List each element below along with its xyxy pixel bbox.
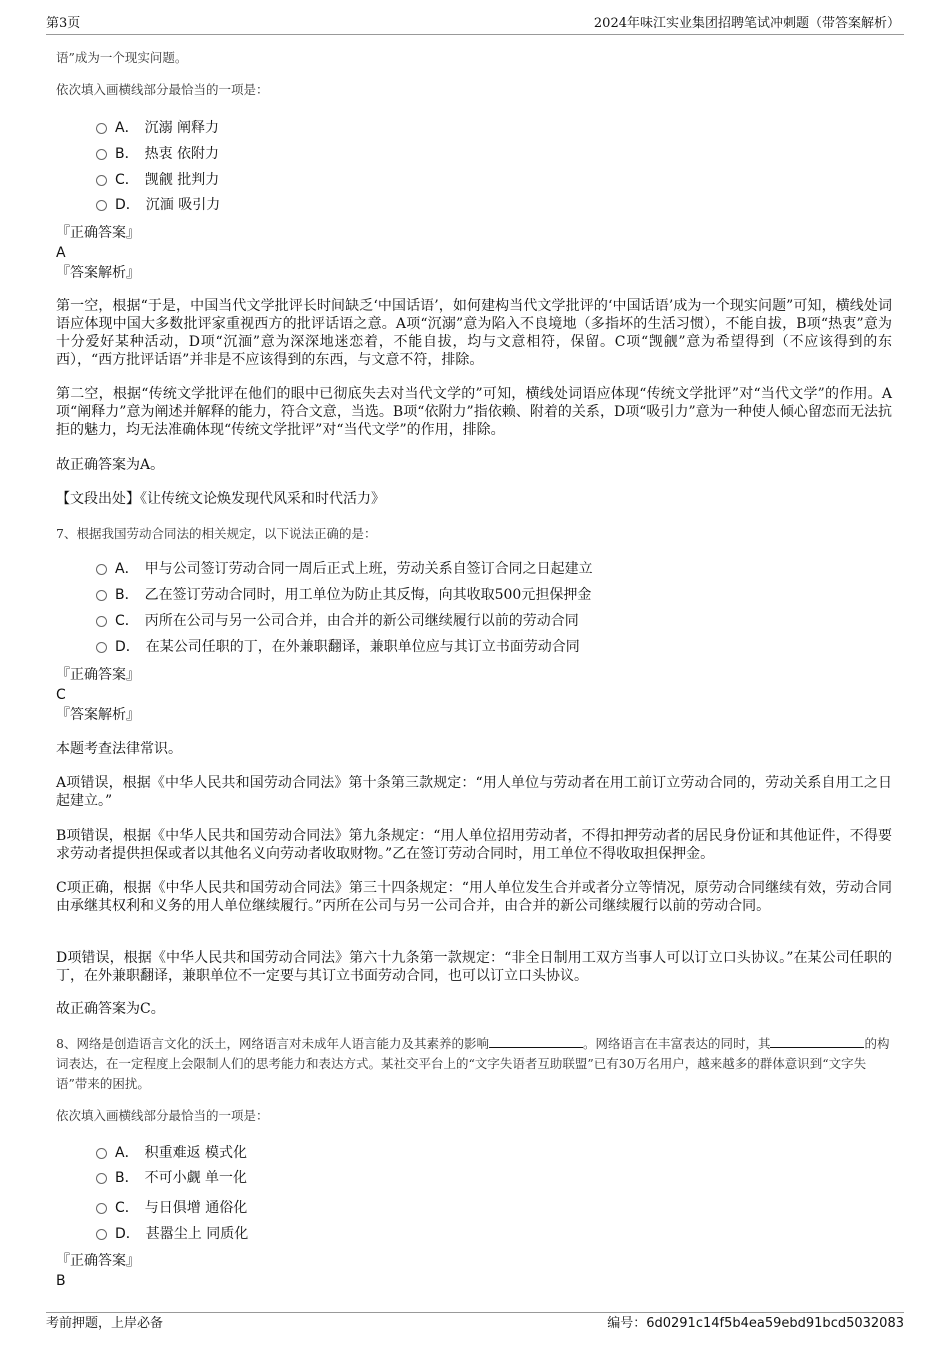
q6-option-a[interactable]: A． 沉溺 阐释力 (96, 119, 219, 137)
document-id: 编号：6d0291c14f5b4ea59ebd91bcd5032083 (607, 1316, 904, 1331)
q6-analysis-paragraph-2: 第二空，根据“传统文学批评在他们的眼中已彻底失去对当代文学的”可知，横线处词语应体现“传统文学批评”对“当代文学”的作用。A项“阐释力”意为阐述并解释的能力，符合文意，当选。B项“依附力”指依赖、附着的关系，D项“吸引力”意为一种使人倾心留恋而无法抗拒的魅力，均无法准确体现“传统文学批评”对“当代文学”的作用，排除。 (56, 386, 892, 438)
q6-source: 【文段出处】《让传统文论焕发现代风采和时代活力》 (56, 491, 385, 507)
q8-stem: 8、网络是创造语言文化的沃土，网络语言对未成年人语言能力及其素养的影响 。网络语言在丰富表达的同时，其 的构词表达，在一定程度上会限制人们的思考能力和表达方式。某社交平台上的“文字失语者互助联盟”已有30万名用户，越来越多的群体意识到“文字失语”带来的困扰。 (56, 1036, 890, 1091)
q8-option-c[interactable]: C． 与日俱增 通俗化 (96, 1199, 247, 1217)
q6-option-c[interactable]: C． 觊觎 批判力 (96, 171, 219, 189)
q6-answer-label: 『正确答案』 (56, 225, 140, 241)
q6-instruction: 依次填入画横线部分最恰当的一项是： (56, 82, 269, 97)
q7-stem: 7、根据我国劳动合同法的相关规定，以下说法正确的是： (56, 526, 377, 541)
radio-icon[interactable] (96, 1148, 107, 1159)
document-title: 2024年味江实业集团招聘笔试冲刺题（带答案解析） (593, 16, 900, 31)
q8-option-d[interactable]: D． 甚嚣尘上 同质化 (96, 1225, 248, 1243)
radio-icon[interactable] (96, 200, 107, 211)
footer-slogan: 考前押题，上岸必备 (46, 1316, 164, 1331)
q8-instruction: 依次填入画横线部分最恰当的一项是： (56, 1108, 269, 1123)
blank-line-1 (489, 1035, 583, 1048)
radio-icon[interactable] (96, 564, 107, 575)
q6-option-d[interactable]: D． 沉湎 吸引力 (96, 196, 220, 214)
q7-analysis-intro: 本题考查法律常识。 (56, 741, 182, 757)
q7-analysis-b: B项错误，根据《中华人民共和国劳动合同法》第九条规定：“用人单位招用劳动者，不得扣押劳动者的居民身份证和其他证件，不得要求劳动者提供担保或者以其他名义向劳动者收取财物。”乙在签订劳动合同时，用工单位不得收取担保押金。 (56, 828, 892, 862)
q7-option-d[interactable]: D． 在某公司任职的丁，在外兼职翻译，兼职单位应与其订立书面劳动合同 (96, 638, 580, 656)
radio-icon[interactable] (96, 149, 107, 160)
radio-icon[interactable] (96, 1173, 107, 1184)
page-number: 第3页 (46, 16, 81, 31)
q7-analysis-c: C项正确，根据《中华人民共和国劳动合同法》第三十四条规定：“用人单位发生合并或者分立等情况，原劳动合同继续有效，劳动合同由承继其权利和义务的用人单位继续履行。”丙所在公司与另一公司合并，由合并的新公司继续履行以前的劳动合同。 (56, 880, 892, 914)
radio-icon[interactable] (96, 1203, 107, 1214)
radio-icon[interactable] (96, 590, 107, 601)
q8-answer: B (56, 1273, 66, 1289)
q7-analysis-d: D项错误，根据《中华人民共和国劳动合同法》第六十九条第一款规定：“非全日制用工双方当事人可以订立口头协议。”在某公司任职的丁，在外兼职翻译，兼职单位不一定要与其订立书面劳动合同，也可以订立口头协议。 (56, 950, 892, 984)
q7-analysis-a: A项错误，根据《中华人民共和国劳动合同法》第十条第三款规定：“用人单位与劳动者在用工前订立劳动合同的，劳动关系自用工之日起建立。” (56, 775, 892, 809)
radio-icon[interactable] (96, 123, 107, 134)
page-header (46, 14, 904, 35)
q7-option-c[interactable]: C． 丙所在公司与另一公司合并，由合并的新公司继续履行以前的劳动合同 (96, 612, 579, 630)
q6-conclusion: 故正确答案为A。 (56, 457, 165, 473)
q8-option-a[interactable]: A． 积重难返 模式化 (96, 1144, 247, 1162)
q8-option-b[interactable]: B． 不可小觑 单一化 (96, 1169, 247, 1187)
q6-analysis-paragraph-1: 第一空，根据“于是，中国当代文学批评长时间缺乏‘中国话语’，如何建构当代文学批评的‘中国话语’成为一个现实问题”可知，横线处词语应体现中国大多数批评家重视西方的批评话语之意。A项“沉溺”意为陷入不良境地（多指坏的生活习惯），不能自拔，B项“热衷”意为十分爱好某种活动，D项“沉湎”意为深深地迷恋着，不能自拔，均与文意相符，保留。C项“觊觎”意为希望得到（不应该得到的东西），“西方批评话语”并非是不应该得到的东西，与文意不符，排除。 (56, 298, 892, 368)
radio-icon[interactable] (96, 175, 107, 186)
q8-answer-label: 『正确答案』 (56, 1253, 140, 1269)
q7-analysis-label: 『答案解析』 (56, 707, 140, 723)
q6-stem-tail: 语”成为一个现实问题。 (56, 50, 188, 65)
q6-analysis-label: 『答案解析』 (56, 265, 140, 281)
radio-icon[interactable] (96, 642, 107, 653)
q7-option-b[interactable]: B． 乙在签订劳动合同时，用工单位为防止其反悔，向其收取500元担保押金 (96, 586, 591, 604)
q7-answer-label: 『正确答案』 (56, 667, 140, 683)
radio-icon[interactable] (96, 616, 107, 627)
q7-answer: C (56, 687, 66, 703)
radio-icon[interactable] (96, 1229, 107, 1240)
page-footer (46, 1312, 904, 1337)
blank-line-2 (770, 1035, 864, 1048)
q6-answer: A (56, 245, 66, 261)
q7-option-a[interactable]: A． 甲与公司签订劳动合同一周后正式上班，劳动关系自签订合同之日起建立 (96, 560, 593, 578)
q7-conclusion: 故正确答案为C。 (56, 1001, 165, 1017)
q6-option-b[interactable]: B． 热衷 依附力 (96, 145, 219, 163)
